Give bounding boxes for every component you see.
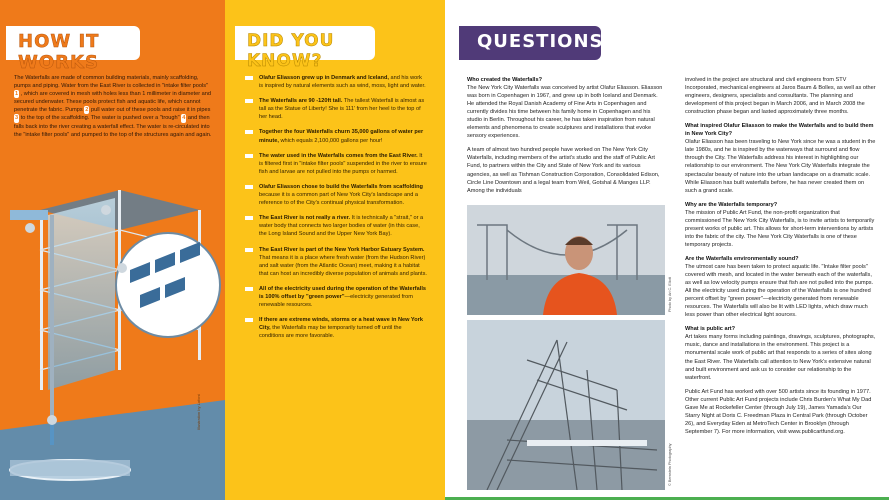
how-it-works-text-4: to the top of the scaffolding. The water is pushed over a "trough"	[20, 115, 180, 122]
photo-credit-2: © Bernstein Photography	[668, 443, 672, 486]
fact-heading: Olafur Eliasson chose to build the Waterfalls from scaffolding	[259, 183, 423, 190]
fact-text: the Waterfalls may be temporarily turned off until the conditions are more favorable.	[259, 325, 402, 340]
question-2: What inspired Olafur Eliasson to make the Waterfalls and to build them in New York City?	[685, 123, 874, 138]
bullet-icon	[245, 318, 253, 322]
answer-1: The New York City Waterfalls was conceived by artist Olafur Eliasson. Eliasson was born in Copenhagen in 1967, and grew up in both Iceland and Denmark. He attended the Royal Danish Academy of Fine Arts in Copenhagen and currently divides his time between his family home in Copenhagen and his studio in Berlin. Throughout his career, he has taken inspiration from natural elements and phenomena to create sculptures and installations that evoke sensory experiences.	[467, 85, 663, 140]
questions-column-left	[467, 76, 663, 201]
bullet-icon	[245, 154, 253, 158]
photo-credit-1: Photo by Ari C. Eliott	[668, 277, 672, 312]
did-you-know-panel	[225, 0, 445, 500]
question-1: Who created the Waterfalls?	[467, 77, 543, 83]
fact-item	[225, 128, 445, 144]
how-it-works-text-5: and then falls back into the river creating a waterfall effect. The water is re-circulated into the "intake filter pools" and pumped to the top of the structures again and again.	[14, 115, 212, 138]
step-number-4: 4	[182, 115, 186, 122]
fact-item	[225, 152, 445, 176]
fact-text: because it is a common part of New York City's landscape and a reference to of the City's continual physical transformation.	[259, 192, 419, 207]
fact-heading: All of the electricity used during the operation of the Waterfalls is 100% offset by "green power"	[259, 285, 427, 300]
fact-text: That means it is a place where fresh water (from the Hudson River) and salt water (from the Atlantic Ocean) meet, making it a habitat that can host an incredibly diverse population of animals and plants.	[259, 254, 427, 277]
questions-header	[459, 26, 604, 60]
questions-column-right	[685, 76, 877, 442]
fact-text: which equals 2,100,000 gallons per hour!	[278, 137, 383, 144]
answer-1b: A team of almost two hundred people have worked on The New York City Waterfalls, including members of the artist's studio and the staff of Public Art Fund, to partners within the City and State of New York and its various agencies, as well as Tishman Construction Corporation, Consolidated Edison, Circle Line Downtown and a legal team from Weil, Gotshal & Manges LLP. Among the individuals	[467, 147, 660, 194]
fact-item	[225, 183, 445, 207]
answer-2: Olafur Eliasson has been traveling to New York since he was a student in the late 1980s, and he is inspired by the waterways that surround and flow through the City. The Waterfalls address his interest in highlighting our relationship to our environment. The New York City Waterfalls integrate the spectacular beauty of nature into the urban landscape on a dramatic scale. While Eliasson has built waterfalls before, he has never created them on such a grand scale.	[685, 139, 876, 194]
how-it-works-header	[6, 26, 140, 73]
bullet-icon	[245, 76, 253, 80]
how-it-works-text-3: pull water out of these pools and raise it in pipes	[90, 107, 211, 114]
fact-heading: The water used in the Waterfalls comes from the East River.	[259, 152, 418, 159]
fact-heading: The East River is part of the New York Harbor Estuary System.	[259, 246, 425, 253]
how-it-works-title: HOW IT WORKS	[18, 31, 100, 73]
bullet-icon	[245, 99, 253, 103]
how-it-works-text	[14, 74, 214, 139]
answer-3: The mission of Public Art Fund, the non-profit organization that commissioned The New York City Waterfalls, is to invite artists to temporarily present works of public art. This allows for short-term interventions by artists into the fabric of the city. The New York City Waterfalls is one of these temporary projects.	[685, 209, 875, 248]
how-it-works-panel	[0, 0, 225, 500]
fact-item	[225, 316, 445, 340]
answer-1c: involved in the project are structural and civil engineers from STV Incorporated, mechanical engineers at Jaros Baum & Bolles, as well as other engineers, designers, specialists and consultants. The planning and development of this project began in March 2006, and in March 2008 the construction phase began and lasted approximately three months.	[685, 77, 876, 116]
artist-photo	[467, 205, 665, 315]
answer-4: The utmost care has been taken to protect aquatic life. "Intake filter pools" covered with mesh, and located in the water beneath each of the waterfalls, as well as low velocity pumps ensure that fish are not pulled into the pumps. All the electricity used during the operation of the Waterfalls is one hundred percent offset by "green power"—electricity generated from renewable resources. The Waterfalls will also be lit with LED lights, which draw much less power than other electrical light sources.	[685, 263, 874, 319]
questions-panel	[445, 0, 889, 500]
fact-heading: The East River is not really a river.	[259, 215, 351, 222]
fact-text: It is filtered first in "intake filter pools" suspended in the river to ensure fish and larvae are not pulled into the pumps or harmed.	[259, 152, 427, 175]
fact-text: The tallest Waterfall is almost as tall as the Statue of Liberty! She is 111' from her heel to the top of her head.	[259, 98, 425, 121]
questions-title: QUESTIONS	[477, 31, 604, 52]
step-number-2: 2	[85, 107, 89, 114]
waterfall-illustration	[0, 170, 225, 500]
fact-heading: The Waterfalls are 90 -120ft tall.	[259, 98, 343, 105]
facts-list	[225, 74, 445, 347]
fact-item	[225, 285, 445, 309]
how-it-works-text-2: , which are covered in mesh with holes less than 1 millimeter in diameter and secured underwater. These pools protect fish and aquatic life, which cannot penetrate the fabric. Pumps	[14, 91, 211, 114]
fact-heading: Olafur Eliasson grew up in Denmark and Iceland,	[259, 75, 389, 81]
did-you-know-title: DID YOU KNOW?	[247, 31, 335, 71]
fact-text: —electricity generated from renewable resources.	[259, 293, 413, 309]
answer-6: Public Art Fund has worked with over 500 artists since its founding in 1977. Other current Public Art Fund projects include Chris Burden's What My Dad Gave Me at Rockefeller Center (through July 19), James Yamada's Our Starry Night at Doris C. Freedman Plaza in Central Park (through October 26), and Everyday Eden at MetroTech Center in Brooklyn (through September 7). For more information, visit www.publicartfund.org.	[685, 388, 872, 435]
fact-heading: Together the four Waterfalls churn 35,000 gallons of water per minute,	[259, 129, 424, 144]
bullet-icon	[245, 185, 253, 189]
step-number-3: 3	[15, 115, 19, 122]
fact-item	[225, 74, 445, 90]
did-you-know-header	[235, 26, 375, 71]
fact-heading: If there are extreme winds, storms or a heat wave in New York City,	[259, 317, 423, 332]
how-it-works-text-1: The Waterfalls are made of common building materials, mainly scaffolding, pumps and piping. Water from the East River is collected in "intake filter pools"	[14, 75, 209, 90]
bullet-icon	[245, 248, 253, 252]
fact-text: and his work is inspired by natural elements such as wind, moss, light and water.	[259, 75, 426, 90]
bullet-icon	[245, 216, 253, 220]
construction-photo	[467, 320, 665, 490]
fact-item	[225, 97, 445, 121]
question-3: Why are the Waterfalls temporary?	[685, 201, 778, 208]
step-number-1: 1	[15, 91, 19, 98]
fact-item	[225, 246, 445, 278]
illustration-credit: Illustration by Lafont	[196, 394, 201, 430]
fact-item	[225, 214, 445, 238]
bullet-icon	[245, 287, 253, 291]
question-5: What is public art?	[685, 326, 736, 333]
bullet-icon	[245, 130, 253, 134]
question-4: Are the Waterfalls environmentally sound?	[685, 255, 799, 262]
fact-text: It is technically a "strait," or a water body that connects two larger bodies of water (in this case, the Long Island Sound and the Upper New York Bay).	[259, 215, 424, 238]
answer-5: Art takes many forms including paintings, drawings, sculptures, photographs, music, dance and installations in the environment. This project is a monumental scale work of public art that responds to a series of sites along the East River. The Waterfalls call attention to New York's extensive natural and built environment and ask us to consider our relationship to the waterfront.	[685, 334, 876, 381]
